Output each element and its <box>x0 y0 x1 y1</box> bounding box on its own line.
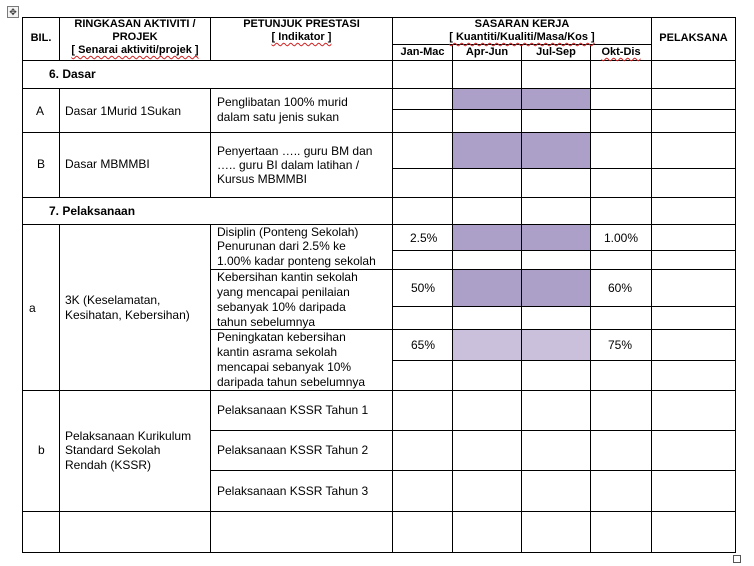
header-ringkasan-sub: [ Senarai aktiviti/projek ] <box>71 44 199 56</box>
indicator-line: sebanyak 10% daripada <box>217 300 346 314</box>
indicator-line: Disiplin (Ponteng Sekolah) <box>217 225 359 239</box>
indicator-line: mencapai sebanyak 10% <box>217 360 352 374</box>
row-petunjuk-line: ….. guru BI dalam latihan / <box>217 158 360 172</box>
indicator-kssr-tahun-3: Pelaksanaan KSSR Tahun 3 <box>217 484 369 498</box>
header-sasaran: SASARAN KERJA <box>474 18 570 30</box>
target-okt-dis: 60% <box>608 281 633 295</box>
header-bil: BIL. <box>30 32 52 44</box>
section-title-dasar: 6. Dasar <box>49 67 96 81</box>
indicator-line: Kebersihan kantin sekolah <box>217 270 358 284</box>
row-petunjuk-line: dalam satu jenis sukan <box>217 110 340 124</box>
target-okt-dis: 1.00% <box>604 231 639 245</box>
indicator-line: kantin asrama sekolah <box>217 345 338 359</box>
row-petunjuk-line: Penyertaan ….. guru BM dan <box>217 144 373 158</box>
row-aktiviti-line: Standard Sekolah <box>65 443 161 457</box>
header-quarter-jan-mac: Jan-Mac <box>400 46 445 58</box>
target-jan-mac: 50% <box>411 281 436 295</box>
row-bil: A <box>36 104 45 118</box>
target-jan-mac: 2.5% <box>410 231 438 245</box>
indicator-line: Peningkatan kebersihan <box>217 330 346 344</box>
indicator-line: yang mencapai penilaian <box>217 285 350 299</box>
section-title-pelaksanaan: 7. Pelaksanaan <box>49 204 136 218</box>
indicator-line: 1.00% kadar ponteng sekolah <box>217 254 376 268</box>
row-bil: a <box>29 301 36 315</box>
indicator-line: Penurunan dari 2.5% ke <box>217 239 346 253</box>
header-petunjuk: PETUNJUK PRESTASI <box>243 18 360 30</box>
header-ringkasan-line1: RINGKASAN AKTIVITI / <box>74 18 196 30</box>
row-aktiviti: Dasar MBMMBI <box>65 157 150 171</box>
row-bil: b <box>38 443 45 457</box>
header-ringkasan-line2: PROJEK <box>112 31 158 43</box>
row-bil: B <box>37 157 46 171</box>
indicator-line: tahun sebelumnya <box>217 315 316 329</box>
row-petunjuk-line: Penglibatan 100% murid <box>217 95 348 109</box>
target-okt-dis: 75% <box>608 338 633 352</box>
header-petunjuk-sub: [ Indikator ] <box>271 31 332 43</box>
target-jan-mac: 65% <box>411 338 436 352</box>
header-pelaksana: PELAKSANA <box>659 32 728 44</box>
table-resize-handle-icon[interactable] <box>733 555 741 563</box>
row-aktiviti-line: Pelaksanaan Kurikulum <box>65 429 192 443</box>
indicator-kssr-tahun-2: Pelaksanaan KSSR Tahun 2 <box>217 443 369 457</box>
row-petunjuk-line: Kursus MBMMBI <box>217 172 308 186</box>
header-quarter-apr-jun: Apr-Jun <box>465 46 509 58</box>
row-aktiviti: Dasar 1Murid 1Sukan <box>65 104 182 118</box>
row-aktiviti-line: Rendah (KSSR) <box>65 458 152 472</box>
indicator-line: daripada tahun sebelumnya <box>217 375 366 389</box>
header-sasaran-sub: [ Kuantiti/Kualiti/Masa/Kos ] <box>449 31 595 43</box>
row-aktiviti-line: 3K (Keselamatan, <box>65 293 161 307</box>
table-move-handle-icon[interactable]: ✥ <box>7 6 19 18</box>
row-aktiviti-line: Kesihatan, Kebersihan) <box>65 308 190 322</box>
header-quarter-okt-dis: Okt-Dis <box>601 46 641 58</box>
header-quarter-jul-sep: Jul-Sep <box>536 46 576 58</box>
indicator-kssr-tahun-1: Pelaksanaan KSSR Tahun 1 <box>217 403 369 417</box>
